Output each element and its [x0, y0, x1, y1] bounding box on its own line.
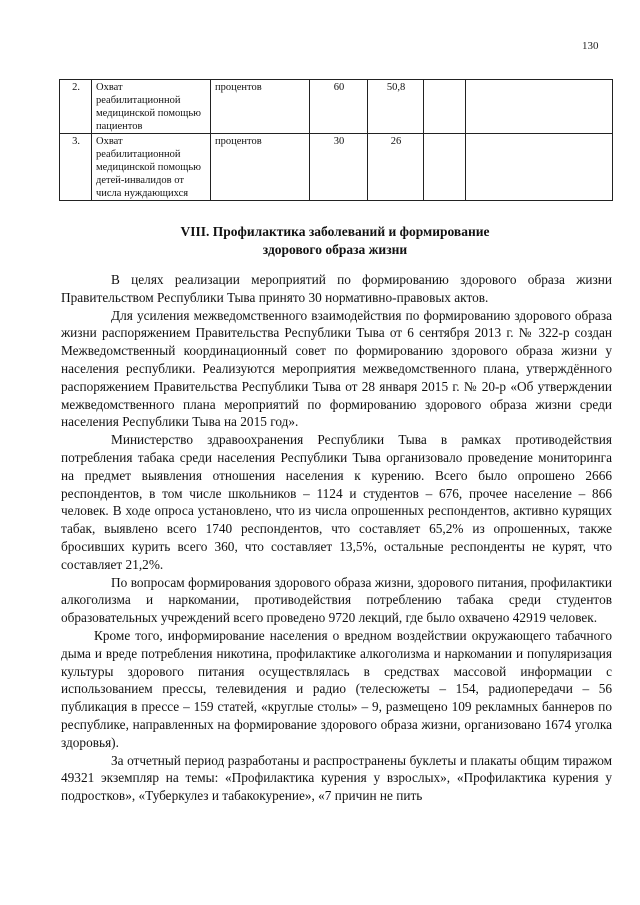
- body-text: [61, 271, 612, 805]
- extra-cell: [424, 134, 466, 201]
- section-title: [60, 223, 610, 259]
- indicator-name: Охват реабилитационной медицинской помощью детей-инвалидов от числа нуждающихся: [92, 134, 211, 201]
- extra-cell: [424, 80, 466, 134]
- paragraph: За отчетный период разработаны и распространены буклеты и плакаты общим тиражом 49321 экземпляр на темы: «Профилактика курения у взрослых», «Профилактика курения у подростков», «Туберкулез и табакокурение», «7 причин не пить: [61, 752, 612, 804]
- row-number: 2.: [60, 80, 92, 134]
- table-row: [60, 80, 613, 134]
- paragraph: Министерство здравоохранения Республики Тыва в рамках противодействия потребления табака среди населения Республики Тыва организовало проведение мониторинга на предмет выявления отношения населения к курению. Всего было опрошено 2666 респондентов, в том числе школьников – 1124 и студентов – 676, прочее население – 866 человек. В ходе опроса установлено, что из числа опрошенных респондентов, активно курящих табак, выявлено всего 1740 респондентов, что составляет 65,2% из опрошенных, также бросивших курить всего 360, что составляет 13,5%, остальные респонденты не курят, что составляет 21,2%.: [61, 432, 612, 572]
- paragraph: В целях реализации мероприятий по формированию здорового образа жизни Правительством Республики Тыва принято 30 нормативно-правовых актов.: [61, 272, 612, 305]
- note-cell: [466, 134, 613, 201]
- table-row: [60, 134, 613, 201]
- indicators-table: [59, 79, 613, 201]
- page-number: 130: [582, 40, 599, 52]
- target-value: 60: [310, 80, 368, 134]
- row-number: 3.: [60, 134, 92, 201]
- paragraph: Кроме того, информирование населения о вредном воздействии окружающего табачного дыма и вреде потребления никотина, профилактике алкоголизма и наркомании и популяризация культуры здорового питания осуществлялась в средствах массовой информации с использованием прессы, телевидения и радио (телесюжеты – 154, радиопередачи – 56 публикация в прессе – 159 статей, «круглые столы» – 9, размещено 109 рекламных баннеров по республике, направленных на формирование здорового образа жизни, организовано 1674 уголка здоровья).: [61, 627, 612, 750]
- indicator-name: Охват реабилитационной медицинской помощью пациентов: [92, 80, 211, 134]
- target-value: 30: [310, 134, 368, 201]
- section-title-line: VIII. Профилактика заболеваний и формирование: [180, 224, 490, 239]
- paragraph: По вопросам формирования здорового образа жизни, здорового питания, профилактики алкоголизма и наркомании, противодействия потреблению табака среди студентов образовательных учреждений всего проведено 9720 лекций, где было охвачено 42919 человек.: [61, 574, 612, 626]
- section-title-line: здорового образа жизни: [262, 242, 408, 257]
- paragraph: Для усиления межведомственного взаимодействия по формированию здорового образа жизни распоряжением Правительства Республики Тыва от 6 сентября 2013 г. № 322-р создан Межведомственный координационный совет по формированию здорового образа жизни у населения республики. Реализуются мероприятия межведомственного плана, утверждённого распоряжением Правительства Республики Тыва от 28 января 2015 г. № 20-р «Об утверждении межведомственного плана мероприятий по формированию здорового образа жизни среди населения Республики Тыва на 2015 год».: [61, 307, 612, 430]
- note-cell: [466, 80, 613, 134]
- unit-cell: процентов: [211, 80, 310, 134]
- actual-value: 26: [368, 134, 424, 201]
- actual-value: 50,8: [368, 80, 424, 134]
- unit-cell: процентов: [211, 134, 310, 201]
